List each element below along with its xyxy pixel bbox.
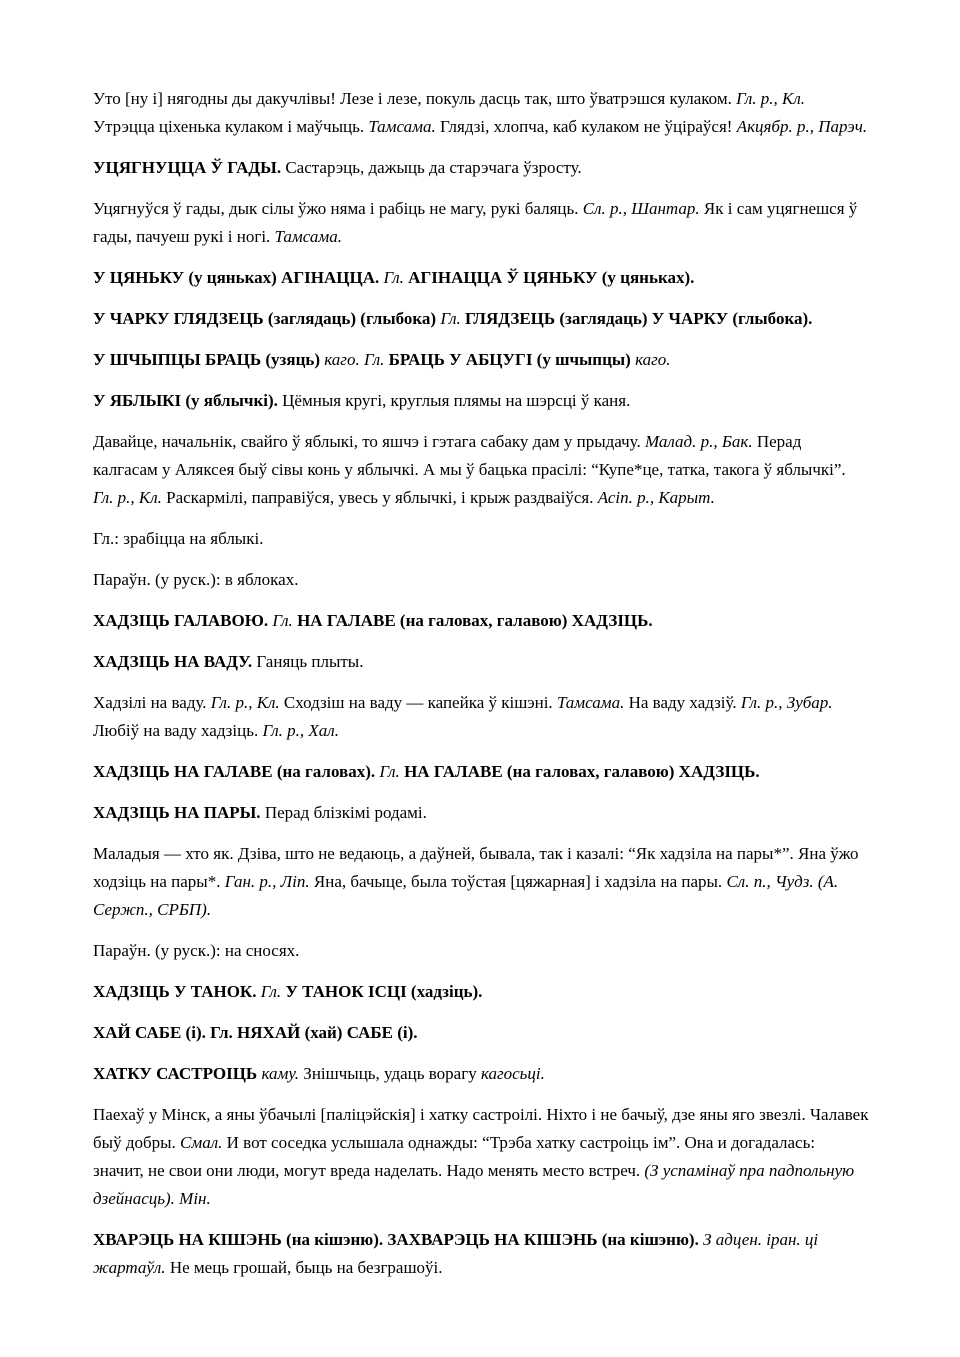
text-run: Тамсама. — [274, 227, 342, 246]
text-run: ХАДЗІЦЬ У ТАНОК. — [93, 982, 261, 1001]
text-run: Знішчыць, удаць ворагу — [299, 1064, 481, 1083]
text-run: Любіў на ваду хадзіць. — [93, 721, 263, 740]
text-run: Не мець грошай, быць на безграшоўі. — [165, 1258, 443, 1277]
dictionary-paragraph — [93, 1019, 869, 1047]
dictionary-paragraph — [93, 758, 869, 786]
text-run: Гл. р., Зубар. — [740, 693, 833, 712]
text-run: Гл. — [272, 611, 293, 630]
dictionary-paragraph — [93, 387, 869, 415]
text-run: Смал. — [180, 1133, 223, 1152]
dictionary-paragraph — [93, 195, 869, 251]
text-run: Гл. р., Хал. — [262, 721, 339, 740]
text-run: Параўн. (у руск.): в яблоках. — [93, 570, 299, 589]
dictionary-paragraph — [93, 1226, 869, 1282]
dictionary-paragraph — [93, 978, 869, 1006]
dictionary-paragraph — [93, 85, 869, 141]
text-run: Гл. — [440, 309, 461, 328]
text-run: Хадзілі на ваду. — [93, 693, 211, 712]
text-run: ХАДЗІЦЬ НА ГАЛАВЕ (на галовах). — [93, 762, 380, 781]
text-run: Састарэць, дажыць да старэчага ўзросту. — [281, 158, 582, 177]
text-run: НА ГАЛАВЕ (на галовах, галавою) ХАДЗІЦЬ. — [399, 762, 760, 781]
text-run: кагосьці. — [480, 1064, 545, 1083]
dictionary-paragraph — [93, 346, 869, 374]
dictionary-paragraph — [93, 154, 869, 182]
text-run: Гл.: зрабіцца на яблыкі. — [93, 529, 264, 548]
dictionary-paragraph — [93, 305, 869, 333]
text-run: Сл. п., Чудз. (А. Сержп., СРБП). — [93, 872, 839, 919]
text-run: Асіп. р., Карыт. — [597, 488, 715, 507]
text-run: Сл. р., Шантар. — [582, 199, 700, 218]
text-run: УЦЯГНУЦЦА Ў ГАДЫ. — [93, 158, 282, 177]
text-run: ХАТКУ САСТРОІЦЬ — [93, 1064, 262, 1083]
text-run: ХАЙ САБЕ (і). Гл. НЯХАЙ (хай) САБЕ (і). — [93, 1023, 418, 1042]
text-run: НА ГАЛАВЕ (на галовах, галавою) ХАДЗІЦЬ. — [292, 611, 653, 630]
text-run: Гл. р., Кл. — [210, 693, 280, 712]
text-run: ХАДЗІЦЬ НА ВАДУ. — [93, 652, 253, 671]
text-run: Як і сам уцягнешся ў гады, пачуеш рукі і ногі. — [93, 199, 858, 246]
text-run: каго. — [635, 350, 671, 369]
dictionary-paragraph — [93, 525, 869, 553]
text-run: У ЯБЛЫКІ (у яблычкі). — [93, 391, 278, 410]
text-run: БРАЦЬ У АБЦУГІ (у шчыпцы) — [384, 350, 636, 369]
dictionary-paragraph — [93, 799, 869, 827]
text-run: Паехаў у Мінск, а яны ўбачылі [паліцэйскія] і хатку састроілі. Ніхто і не бачыў, дзе яны яго звезлі. Чалавек быў добры. — [93, 1105, 869, 1152]
text-run: ХАДЗІЦЬ ГАЛАВОЮ. — [93, 611, 273, 630]
text-run: Гл. р., Кл. — [736, 89, 806, 108]
dictionary-paragraph — [93, 566, 869, 594]
text-run: ХАДЗІЦЬ НА ПАРЫ. — [93, 803, 261, 822]
text-run: Тамсама. — [556, 693, 625, 712]
text-run: Ганяць плыты. — [252, 652, 364, 671]
text-run: Утрэцца ціхенька кулаком і маўчыць. — [93, 117, 369, 136]
dictionary-paragraph — [93, 1060, 869, 1088]
dictionary-paragraph — [93, 1101, 869, 1213]
dictionary-paragraph — [93, 840, 869, 924]
text-run: У ТАНОК ІСЦІ (хадзіць). — [281, 982, 483, 1001]
text-run: Сходзіш на ваду — капейка ў кішэні. — [279, 693, 557, 712]
dictionary-paragraph — [93, 607, 869, 635]
text-run: Параўн. (у руск.): на сносях. — [93, 941, 300, 960]
text-run: Яна, бачыце, была тоўстая [цяжарная] і хадзіла на пары. — [309, 872, 727, 891]
text-run: ГЛЯДЗЕЦЬ (заглядаць) У ЧАРКУ (глыбока). — [460, 309, 813, 328]
text-run: Тамсама. — [368, 117, 436, 136]
text-run: ХВАРЭЦЬ НА КІШЭНЬ (на кішэню). ЗАХВАРЭЦЬ НА КІШЭНЬ (на кішэню). — [93, 1230, 704, 1249]
text-run: Раскармілі, паправіўся, увесь у яблычкі, і крыж раздваіўся. — [161, 488, 598, 507]
dictionary-paragraph — [93, 648, 869, 676]
page-content — [93, 85, 869, 1295]
text-run: Перад блізкімі родамі. — [260, 803, 427, 822]
text-run: У ШЧЫПЦЫ БРАЦЬ (узяць) — [93, 350, 325, 369]
text-run: Перад калгасам у Аляксея быў сівы конь у яблычкі. А мы ў бацька прасілі: “Купе*це, татка, такога ў яблычкі”. — [93, 432, 846, 479]
text-run: Маладыя — хто як. Дзіва, што не ведаюць, а даўней, бывала, так і казалі: “Як хадзіла на пары*”. Яна ўжо ходзіць на пары*. — [93, 844, 859, 891]
text-run: На ваду хадзіў. — [624, 693, 741, 712]
text-run: З адцен. іран. ці жартаўл. — [93, 1230, 819, 1277]
text-run: Давайце, начальнік, свайго ў яблыкі, то яшчэ і гэтага сабаку дам у прыдачу. — [93, 432, 645, 451]
text-run: Цёмныя кругі, круглыя плямы на шэрсці ў каня. — [277, 391, 631, 410]
text-run: каго. Гл. — [324, 350, 385, 369]
text-run: Глядзі, хлопча, каб кулаком не ўціраўся! — [435, 117, 737, 136]
text-run: (З успамінаў пра падпольную дзейнасць). Мін. — [93, 1161, 855, 1208]
text-run: Гл. — [260, 982, 282, 1001]
text-run: Гл. р., Кл. — [93, 488, 162, 507]
dictionary-paragraph — [93, 689, 869, 745]
text-run: Гл. — [383, 268, 404, 287]
text-run: каму. — [261, 1064, 300, 1083]
text-run: Уто [ну і] нягодны ды дакучлівы! Лезе і лезе, покуль дасць так, што ўватрэшся кулаком. — [93, 89, 737, 108]
text-run: И вот соседка услышала однажды: “Трэба хатку састроіць ім”. Она и догадалась: значит, не свои они люди, могут вреда наделать. Надо менять место встреч. — [93, 1133, 816, 1180]
text-run: У ЧАРКУ ГЛЯДЗЕЦЬ (заглядаць) (глыбока) — [93, 309, 441, 328]
text-run: Уцягнуўся ў гады, дык сілы ўжо няма і рабіць не магу, рукі баляць. — [93, 199, 583, 218]
text-run: Акцябр. р., Парэч. — [736, 117, 868, 136]
dictionary-paragraph — [93, 937, 869, 965]
text-run: АГІНАЦЦА Ў ЦЯНЬКУ (у цяньках). — [403, 268, 695, 287]
text-run: Гл. — [379, 762, 400, 781]
text-run: У ЦЯНЬКУ (у цяньках) АГІНАЦЦА. — [93, 268, 384, 287]
dictionary-paragraph — [93, 428, 869, 512]
text-run: Малад. р., Бак. — [644, 432, 753, 451]
dictionary-paragraph — [93, 264, 869, 292]
text-run: Ган. р., Ліп. — [224, 872, 310, 891]
